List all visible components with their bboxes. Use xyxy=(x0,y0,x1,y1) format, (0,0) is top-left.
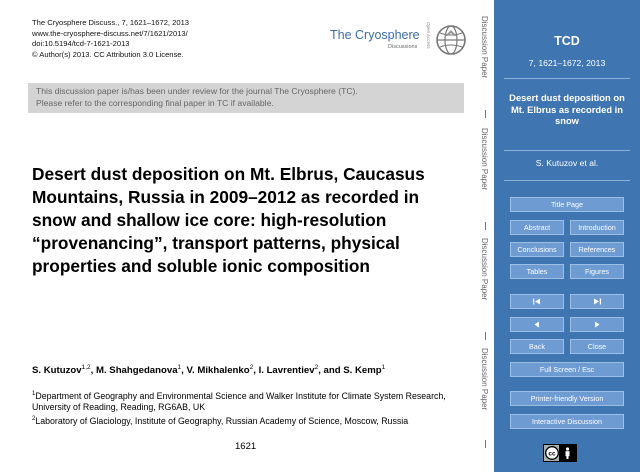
author-name: M. Shahgedanova xyxy=(95,365,178,377)
page-number: 1621 xyxy=(235,441,257,452)
introduction-button[interactable]: Introduction xyxy=(570,220,624,235)
logo-open-access: Open Access xyxy=(426,22,431,49)
author-affil-mark: 1,2 xyxy=(81,364,91,371)
affiliation-text: Department of Geography and Environmental Science and Walker Institute for Climate System Research, University of Reading, Reading, RG6AB, UK xyxy=(32,390,446,413)
sidebar-divider xyxy=(504,180,630,181)
author-separator: , and xyxy=(318,365,344,377)
strip-label: Discussion Paper xyxy=(480,128,489,191)
doi-line: doi:10.5194/tcd-7-1621-2013 xyxy=(32,39,130,49)
author-name: S. Kutuzov xyxy=(32,365,82,377)
full-screen-button[interactable]: Full Screen / Esc xyxy=(510,362,624,377)
author-list xyxy=(32,364,462,376)
affiliation-mark: 1 xyxy=(32,391,36,397)
figures-button[interactable]: Figures xyxy=(570,264,624,279)
author-separator: , xyxy=(253,365,259,377)
strip-label: Discussion Paper xyxy=(480,16,489,79)
discussion-paper-strip xyxy=(478,0,494,472)
cc-by-icon xyxy=(544,445,576,461)
strip-separator xyxy=(485,440,486,448)
back-button[interactable]: Back xyxy=(510,339,564,354)
license-line: © Author(s) 2013. CC Attribution 3.0 License. xyxy=(32,49,184,59)
sidebar-divider xyxy=(504,150,630,151)
logo-subtitle: Discussions xyxy=(388,44,418,50)
journal-logo xyxy=(330,20,470,60)
prev-page-icon xyxy=(533,321,541,328)
first-page-button[interactable] xyxy=(510,294,564,309)
affiliation-1 xyxy=(32,389,452,414)
interactive-discussion-button[interactable]: Interactive Discussion xyxy=(510,414,624,429)
references-button[interactable]: References xyxy=(570,242,624,257)
sidebar-divider xyxy=(504,78,630,79)
abstract-button[interactable]: Abstract xyxy=(510,220,564,235)
author-name: I. Lavrentiev xyxy=(258,365,315,377)
strip-label: Discussion Paper xyxy=(480,238,489,301)
paper-title: Desert dust deposition on Mt. Elbrus, Caucasus Mountains, Russia in 2009–2012 as recorded in snow and shallow ice core: high-resolution “provenancing”, transport patterns, physical properties and soluble ionic composition xyxy=(32,164,425,276)
author-name: S. Kemp xyxy=(343,365,382,377)
affiliation-text: Laboratory of Glaciology, Institute of Geography, Russian Academy of Science, Moscow, Russia xyxy=(35,415,409,426)
sidebar-short-title: Desert dust deposition on Mt. Elbrus as recorded in snow xyxy=(509,92,625,126)
close-button[interactable]: Close xyxy=(570,339,624,354)
author-affil-mark: 2 xyxy=(314,364,319,371)
strip-label: Discussion Paper xyxy=(480,348,489,411)
author-separator: , xyxy=(181,365,187,377)
title-page-button[interactable]: Title Page xyxy=(510,197,624,212)
author-separator: , xyxy=(90,365,96,377)
printer-friendly-button[interactable]: Printer-friendly Version xyxy=(510,391,624,406)
notice-line: Please refer to the corresponding final paper in TC if available. xyxy=(36,98,274,108)
notice-line: This discussion paper is/has been under review for the journal The Cryosphere (TC). xyxy=(36,86,358,96)
logo-journal-name: The Cryosphere xyxy=(330,28,420,42)
first-page-icon xyxy=(532,298,542,305)
review-notice xyxy=(28,83,464,113)
tables-button[interactable]: Tables xyxy=(510,264,564,279)
sidebar-volume: 7, 1621–1672, 2013 xyxy=(528,58,606,68)
navigation-sidebar xyxy=(494,0,640,472)
next-page-button[interactable] xyxy=(570,317,624,332)
author-affil-mark: 2 xyxy=(249,364,254,371)
prev-page-button[interactable] xyxy=(510,317,564,332)
url-line[interactable]: www.the-cryosphere-discuss.net/7/1621/2013/ xyxy=(32,28,188,38)
svg-text:cc: cc xyxy=(548,450,556,458)
strip-separator xyxy=(485,332,486,340)
citation-meta xyxy=(32,18,189,60)
author-affil-mark: 1 xyxy=(381,364,386,371)
affiliation-2 xyxy=(32,414,452,427)
author-affil-mark: 1 xyxy=(177,364,182,371)
sidebar-journal: TCD xyxy=(554,34,580,48)
cc-by-license-badge[interactable] xyxy=(543,444,577,462)
sidebar-authors: S. Kutuzov et al. xyxy=(535,158,599,168)
next-page-icon xyxy=(593,321,601,328)
citation-line: The Cryosphere Discuss., 7, 1621–1672, 2013 xyxy=(32,18,190,27)
author-name: V. Mikhalenko xyxy=(186,365,250,377)
strip-separator xyxy=(485,222,486,230)
globe-logo-icon xyxy=(435,24,467,56)
conclusions-button[interactable]: Conclusions xyxy=(510,242,564,257)
last-page-button[interactable] xyxy=(570,294,624,309)
strip-separator xyxy=(485,110,486,118)
affiliation-mark: 2 xyxy=(32,416,36,422)
last-page-icon xyxy=(592,298,602,305)
